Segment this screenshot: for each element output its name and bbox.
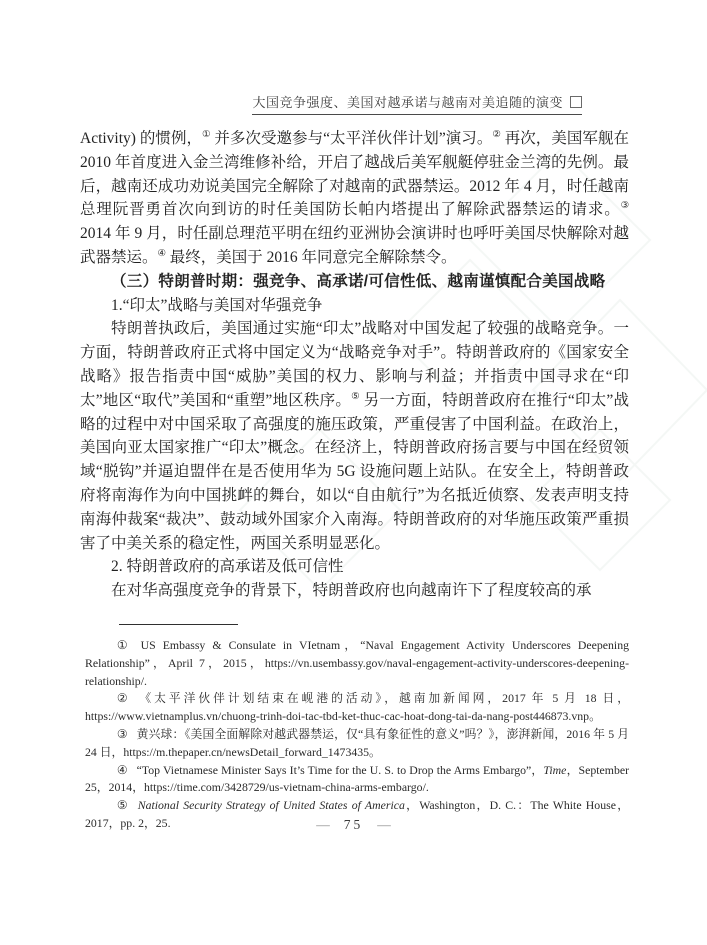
text-run: “Top Vietnamese Minister Says It’s Time for the U. S. to Drop the Arms Embargo”， <box>136 762 544 777</box>
footnote <box>85 690 629 726</box>
body-paragraph <box>80 317 629 555</box>
footnote-separator <box>119 624 238 625</box>
text-run: 并多次受邀参与“太平洋伙伴计划”演习。 <box>210 130 493 147</box>
page-number-row <box>0 817 707 833</box>
text-run: 最终，美国于 2016 年同意完全解除禁令。 <box>165 248 457 266</box>
text-run: 再次，美国军舰在 2010 年首度进入金兰湾维修补给，开启了越战后美军舰艇停驻金兰湾的先例。最后，越南还成功劝说美国完全解除了对越南的武器禁运。2012 年 4 月，时任越南总理阮晋勇首次向到访的时任美国防长帕内塔提出了解除武器禁运的请求。 <box>80 130 630 219</box>
text-run: Activity) 的惯例， <box>80 130 203 147</box>
body-paragraph <box>80 555 629 579</box>
footnote-marker: ② <box>116 691 131 706</box>
italic-text-run: National Security Strategy of United States of America <box>137 798 405 813</box>
footnote-reference-marker: ⑤ <box>351 391 360 402</box>
footnote <box>85 637 629 690</box>
footnote <box>85 726 629 762</box>
text-run: 1.“印太”战略与美国对华强竞争 <box>111 296 323 314</box>
footnote-marker: ④ <box>116 762 128 777</box>
text-run: 黄兴球：《美国全面解除对越武器禁运，仅“具有象征性的意义”吗？》，澎湃新闻，2016 年 5 月 24 日，https://m.thepaper.cn/newsDetail_forward_1473435。 <box>85 726 630 759</box>
footnotes-block <box>85 637 629 833</box>
footnote-reference-marker: ① <box>202 129 211 140</box>
page-number-right-dash: — <box>377 817 391 832</box>
body-paragraph <box>80 294 629 318</box>
footnote-reference-marker: ④ <box>157 248 166 259</box>
body-paragraph <box>80 127 629 270</box>
body-text-block <box>80 127 629 603</box>
text-run: ，Washington，D. C.：The White House，2017，pp. 2，25. <box>85 798 629 830</box>
page-number-left-dash: — <box>316 817 330 832</box>
body-paragraph <box>80 579 629 603</box>
text-run: 另一方面，特朗普政府在推行“印太”战略的过程中对中国采取了高强度的施压政策，严重侵害了中国利益。在政治上，美国向亚太国家推广“印太”概念。在经济上，特朗普政府扬言要与中国在经贸领域“脱钩”并逼迫盟伴在是否使用华为 5G 设施问题上站队。在安全上，特朗普政府将南海作为向中国挑衅的舞台，如以“自由航行”为名抵近侦察、发表声明支持南海仲裁案“裁决”、鼓动域外国家介入南海。特朗普政府的对华施压政策严重损害了中美关系的稳定性，两国关系明显恶化。 <box>80 391 629 552</box>
section-heading <box>80 270 629 294</box>
running-header-title: 大国竞争强度、美国对越承诺与越南对美追随的演变 <box>252 95 563 110</box>
page-number: 75 <box>343 817 364 832</box>
text-run: ，September 25，2014，https://time.com/3428729/us-vietnam-china-arms-embargo/. <box>85 762 630 795</box>
footnote-reference-marker: ② <box>492 129 501 140</box>
footnote-marker: ⑤ <box>116 798 129 813</box>
text-run: 2. 特朗普政府的高承诺及低可信性 <box>111 558 344 576</box>
text-run: US Embassy & Consulate in VIetnam，“Naval Engagement Activity Underscores Deepening Relationship”，April 7，2015，https://vn.usembassy.gov/naval-engagement-activity-underscores-deepening-relationship/. <box>85 638 629 688</box>
footnote-marker: ① <box>116 638 132 652</box>
text-run: 特朗普执政后，美国通过实施“印太”战略对中国发起了较强的战略竞争。一方面，特朗普政府正式将中国定义为“战略竞争对手”。特朗普政府的《国家安全战略》报告指责中国“威胁”美国的权力、影响与利益；并指责中国寻求在“印太”地区“取代”美国和“重塑”地区秩序。 <box>80 320 629 409</box>
header-box-icon <box>570 96 582 108</box>
text-run: 《太平洋伙伴计划结束在岘港的活动》，越南加新闻网，2017 年 5 月 18 日，https://www.vietnamplus.vn/chuong-trinh-doi-tac-tbd-ket-thuc-cac-hoat-dong-tai-da-nang-post446873.vnp。 <box>85 691 629 724</box>
footnote <box>85 762 629 798</box>
footnote-marker: ③ <box>116 726 128 741</box>
footnote-reference-marker: ③ <box>620 201 629 212</box>
text-run: 2014 年 9 月，时任副总理范平明在纽约亚洲协会演讲时也呼吁美国尽快解除对越武器禁运。 <box>80 225 629 266</box>
running-header <box>252 92 582 115</box>
text-run: （三）特朗普时期：强竞争、高承诺/可信性低、越南谨慎配合美国战略 <box>111 272 606 290</box>
text-run: 在对华高强度竞争的背景下，特朗普政府也向越南许下了程度较高的承 <box>111 582 592 600</box>
italic-text-run: Time <box>543 762 567 777</box>
